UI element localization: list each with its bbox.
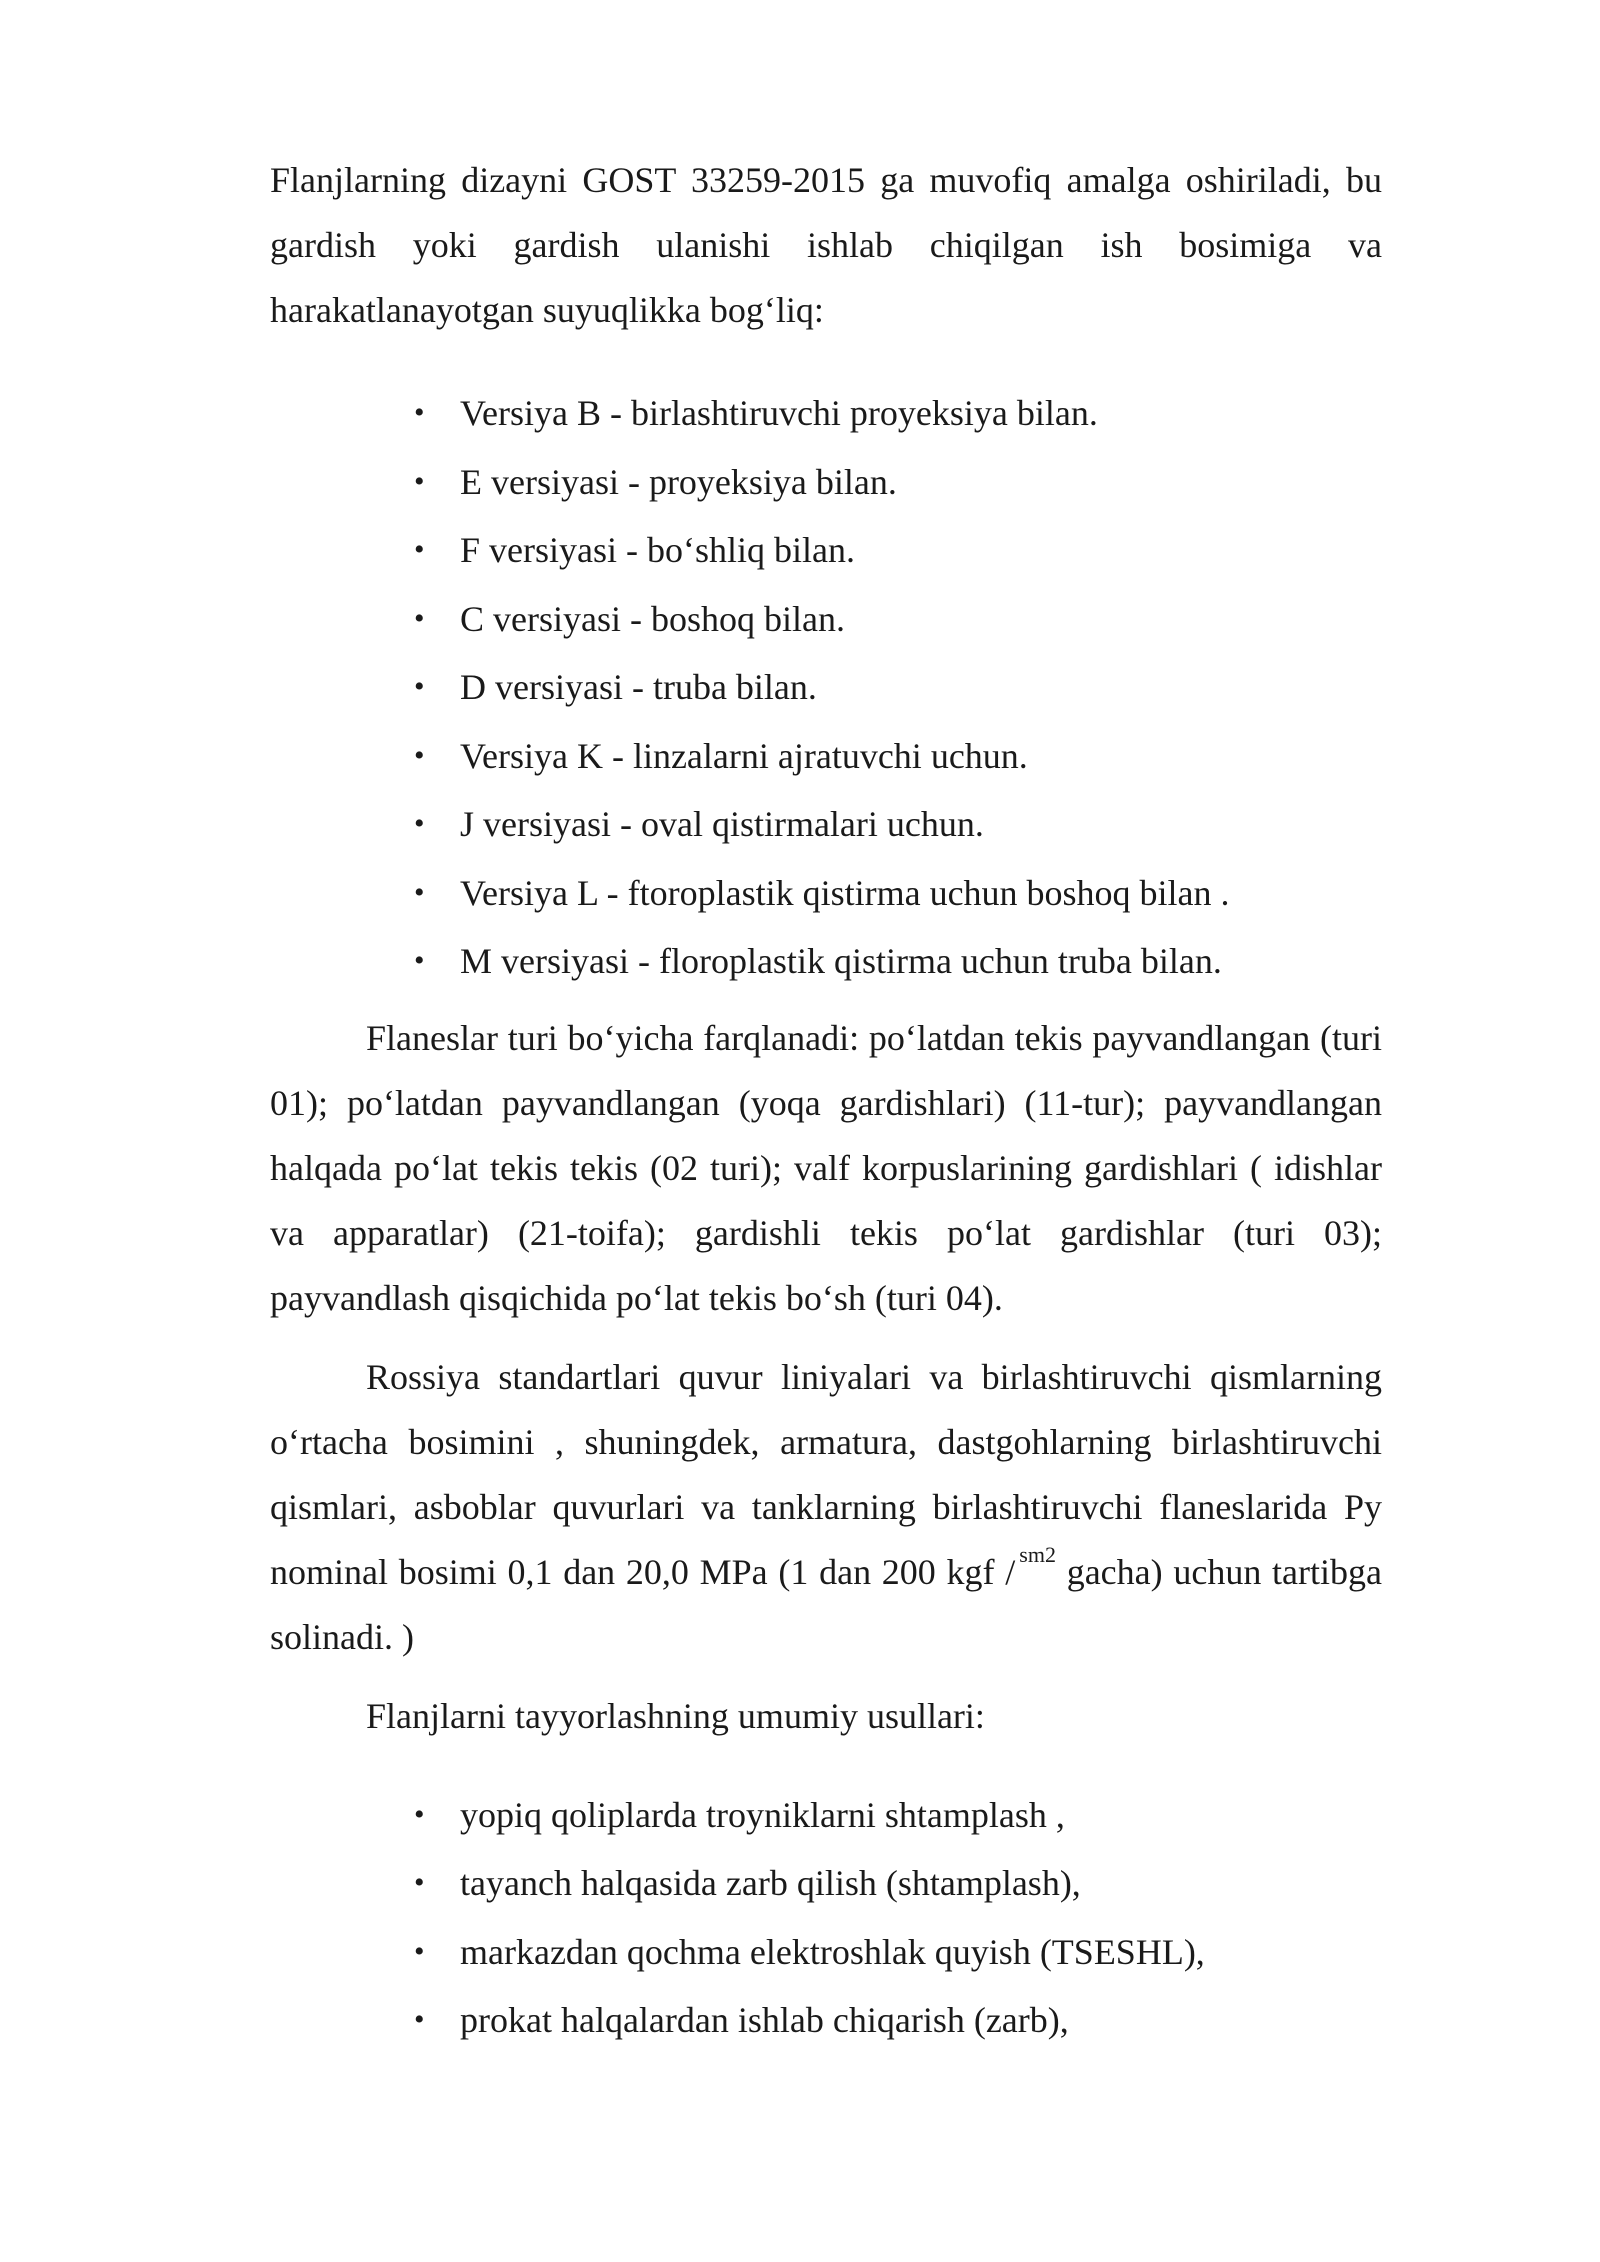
bullet-icon: • xyxy=(414,944,425,977)
bullet-icon: • xyxy=(414,2003,425,2036)
list-item-text: C versiyasi - boshoq bilan. xyxy=(460,598,845,639)
list-item xyxy=(414,1781,1382,1850)
bullet-icon: • xyxy=(414,533,425,566)
methods-heading: Flanjlarni tayyorlashning umumiy usullari: xyxy=(366,1695,985,1736)
bullet-icon: • xyxy=(414,396,425,429)
flange-types-paragraph: Flaneslar turi bo‘yicha farqlanadi: po‘latdan tekis payvandlangan (turi 01); po‘latdan payvandlangan (yoqa gardishlari) (11-tur); payvandlangan halqada po‘lat tekis tekis (02 turi); valf korpuslarining gardishlari ( idishlar va apparatlar) (21-toifa); gardishli tekis po‘lat gardishlar (turi 03); payvandlash qisqichida po‘lat tekis bo‘sh (turi 04). xyxy=(270,1017,1382,1318)
list-item xyxy=(414,585,1382,654)
standards-paragraph xyxy=(270,1345,1382,1670)
list-item-text: J versiyasi - oval qistirmalari uchun. xyxy=(460,804,984,844)
versions-list xyxy=(270,379,1382,996)
list-item xyxy=(414,722,1382,791)
list-item xyxy=(414,653,1382,722)
list-item-text: M versiyasi - floroplastik qistirma uchun truba bilan. xyxy=(460,941,1222,981)
standards-text-end: gacha) uchun tartibga solinadi. ) xyxy=(270,1551,1383,1657)
list-item xyxy=(414,1849,1382,1918)
list-item-text: yopiq qoliplarda troyniklarni shtamplash , xyxy=(460,1794,1065,1835)
list-item-text: E versiyasi - proyeksiya bilan. xyxy=(460,461,897,502)
list-item-text: Versiya K - linzalarni ajratuvchi uchun. xyxy=(460,735,1028,776)
list-item xyxy=(414,379,1382,448)
list-item-text: prokat halqalardan ishlab chiqarish (zarb), xyxy=(460,2000,1069,2040)
standards-text: Rossiya standartlari quvur liniyalari va birlashtiruvchi qismlarning o‘rtacha bosimini , shuningdek, armatura, dastgohlarning birlashtiruvchi qismlari, asboblar quvurlari va tanklarning birlashtiruvchi flaneslarida Py nominal bosimi 0,1 dan 20,0 MPa (1 dan 200 kgf / xyxy=(270,1356,1382,1592)
list-item xyxy=(414,1986,1382,2055)
bullet-icon: • xyxy=(414,1866,425,1899)
bullet-icon: • xyxy=(414,807,425,840)
list-item-text: tayanch halqasida zarb qilish (shtamplash), xyxy=(460,1863,1081,1903)
bullet-icon: • xyxy=(414,875,425,909)
list-item-text: Versiya L - ftoroplastik qistirma uchun boshoq bilan . xyxy=(460,872,1230,913)
bullet-icon: • xyxy=(414,1934,425,1968)
intro-paragraph: Flanjlarning dizayni GOST 33259-2015 ga muvofiq amalga oshiriladi, bu gardish yoki gardish ulanishi ishlab chiqilgan ish bosimiga va harakatlanayotgan suyuqlikka bog‘liq: xyxy=(270,160,1382,330)
list-item-text: markazdan qochma elektroshlak quyish (TSESHL), xyxy=(460,1931,1205,1972)
methods-list xyxy=(270,1781,1382,2055)
bullet-icon: • xyxy=(414,601,425,635)
unit-superscript: sm2 xyxy=(1019,1541,1056,1567)
list-item xyxy=(414,1918,1382,1987)
list-item xyxy=(414,448,1382,517)
bullet-icon: • xyxy=(414,670,425,703)
list-item xyxy=(414,790,1382,859)
list-item-text: D versiyasi - truba bilan. xyxy=(460,667,817,707)
document-page xyxy=(270,148,1382,2055)
list-item-text: F versiyasi - bo‘shliq bilan. xyxy=(460,530,855,570)
bullet-icon: • xyxy=(414,738,425,772)
bullet-icon: • xyxy=(414,1797,425,1831)
list-item-text: Versiya B - birlashtiruvchi proyeksiya bilan. xyxy=(460,393,1098,433)
list-item xyxy=(414,859,1382,928)
list-item xyxy=(414,516,1382,585)
list-item xyxy=(414,927,1382,996)
bullet-icon: • xyxy=(414,464,425,498)
